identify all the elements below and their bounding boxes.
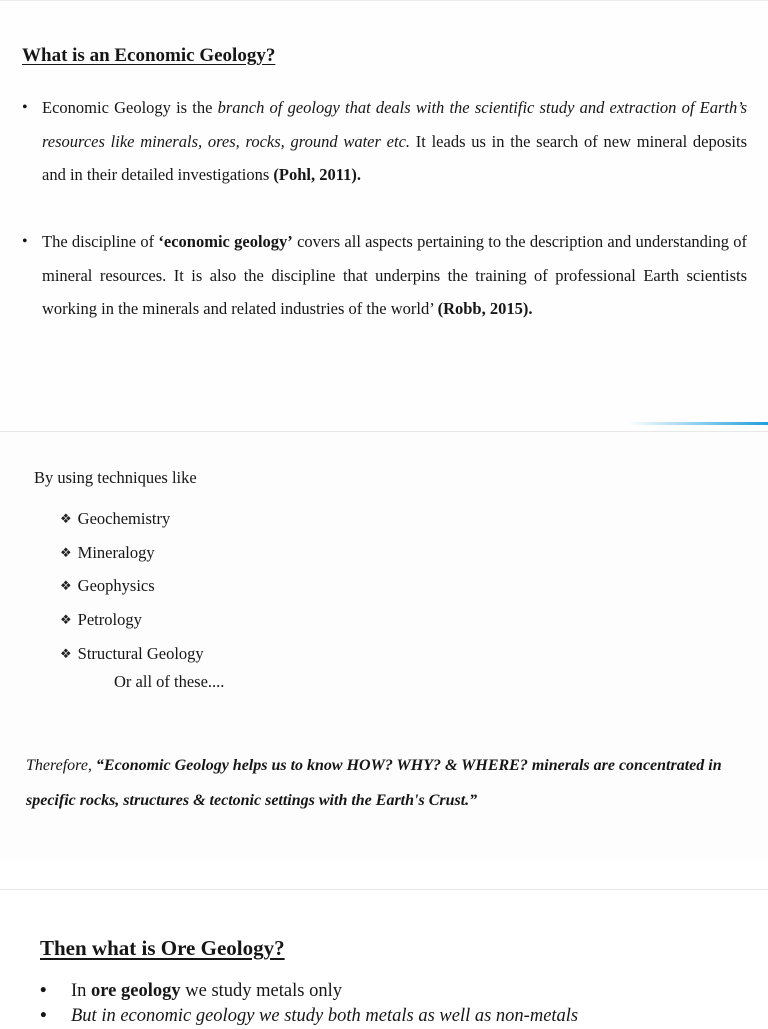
diamond-bullet-icon: ❖ [60,645,72,661]
bullet-dot: • [22,233,28,250]
diamond-bullet-icon: ❖ [60,578,72,594]
bold-span: ore geology [91,981,181,1001]
slide-ore-geology [0,889,768,1025]
list-item [60,502,204,536]
bullet-text: But in economic geology we study both metals as well as non-metals [71,1006,579,1026]
therefore-word: Therefore, [26,757,96,774]
bullet-definition [22,91,747,192]
bullet-dot: • [22,99,28,116]
technique-label: Structural Geology [77,643,204,663]
bullet-discipline [22,225,747,326]
slide-economic-geology [0,0,768,427]
accent-band [628,422,768,425]
list-item [60,569,204,603]
text-span: Economic Geology is the [42,98,218,117]
heading-ore-geology: Then what is Ore Geology? [40,936,285,960]
list-item [60,603,204,637]
techniques-intro: By using techniques like [34,468,197,487]
citation-robb: (Robb, 2015). [437,299,533,318]
bullet-economic-vs-ore [40,1003,740,1029]
quote-text: “Economic Geology helps us to know HOW? WHY? & WHERE? minerals are concentrated in specific rocks, structures & tectonic settings with the Earth's Crust.” [26,757,722,809]
slide-techniques [0,431,768,860]
diamond-bullet-icon: ❖ [60,611,72,627]
technique-label: Geochemistry [77,508,171,528]
text-span: The discipline of [42,232,159,251]
heading-economic-geology: What is an Economic Geology? [22,45,276,66]
technique-label: Geophysics [77,576,155,596]
bold-span: ‘economic geology’ [158,232,293,251]
bullet-dot: • [40,981,47,1001]
text-span: It leads us in the search of new mineral deposits and in their detailed investigations [42,131,747,184]
bullet-text [42,225,747,326]
diamond-bullet-icon: ❖ [60,510,72,526]
technique-label: Petrology [77,609,142,629]
italic-span: branch of geology that deals with the scientific study and extraction of Earth’s resources like minerals, ores, rocks, ground water etc. [42,98,747,151]
list-item [60,536,204,570]
techniques-list [60,502,204,670]
therefore-quote [26,748,748,818]
bullet-dot: • [40,1006,47,1026]
text-span: In [71,981,92,1001]
technique-label: Mineralogy [77,542,155,562]
bullet-text [42,91,747,192]
diamond-bullet-icon: ❖ [60,544,72,560]
citation-pohl: (Pohl, 2011). [273,165,361,184]
text-span: covers all aspects pertaining to the description and understanding of mineral resources. It is also the discipline that underpins the training of professional Earth scientists working in the minerals and related industries of the world’ [42,232,748,318]
text-span: we study metals only [180,981,342,1001]
or-all-text: Or all of these.... [114,672,225,691]
list-item [60,637,204,671]
bullet-text [71,978,740,1004]
bullet-ore-geology [40,978,740,1004]
